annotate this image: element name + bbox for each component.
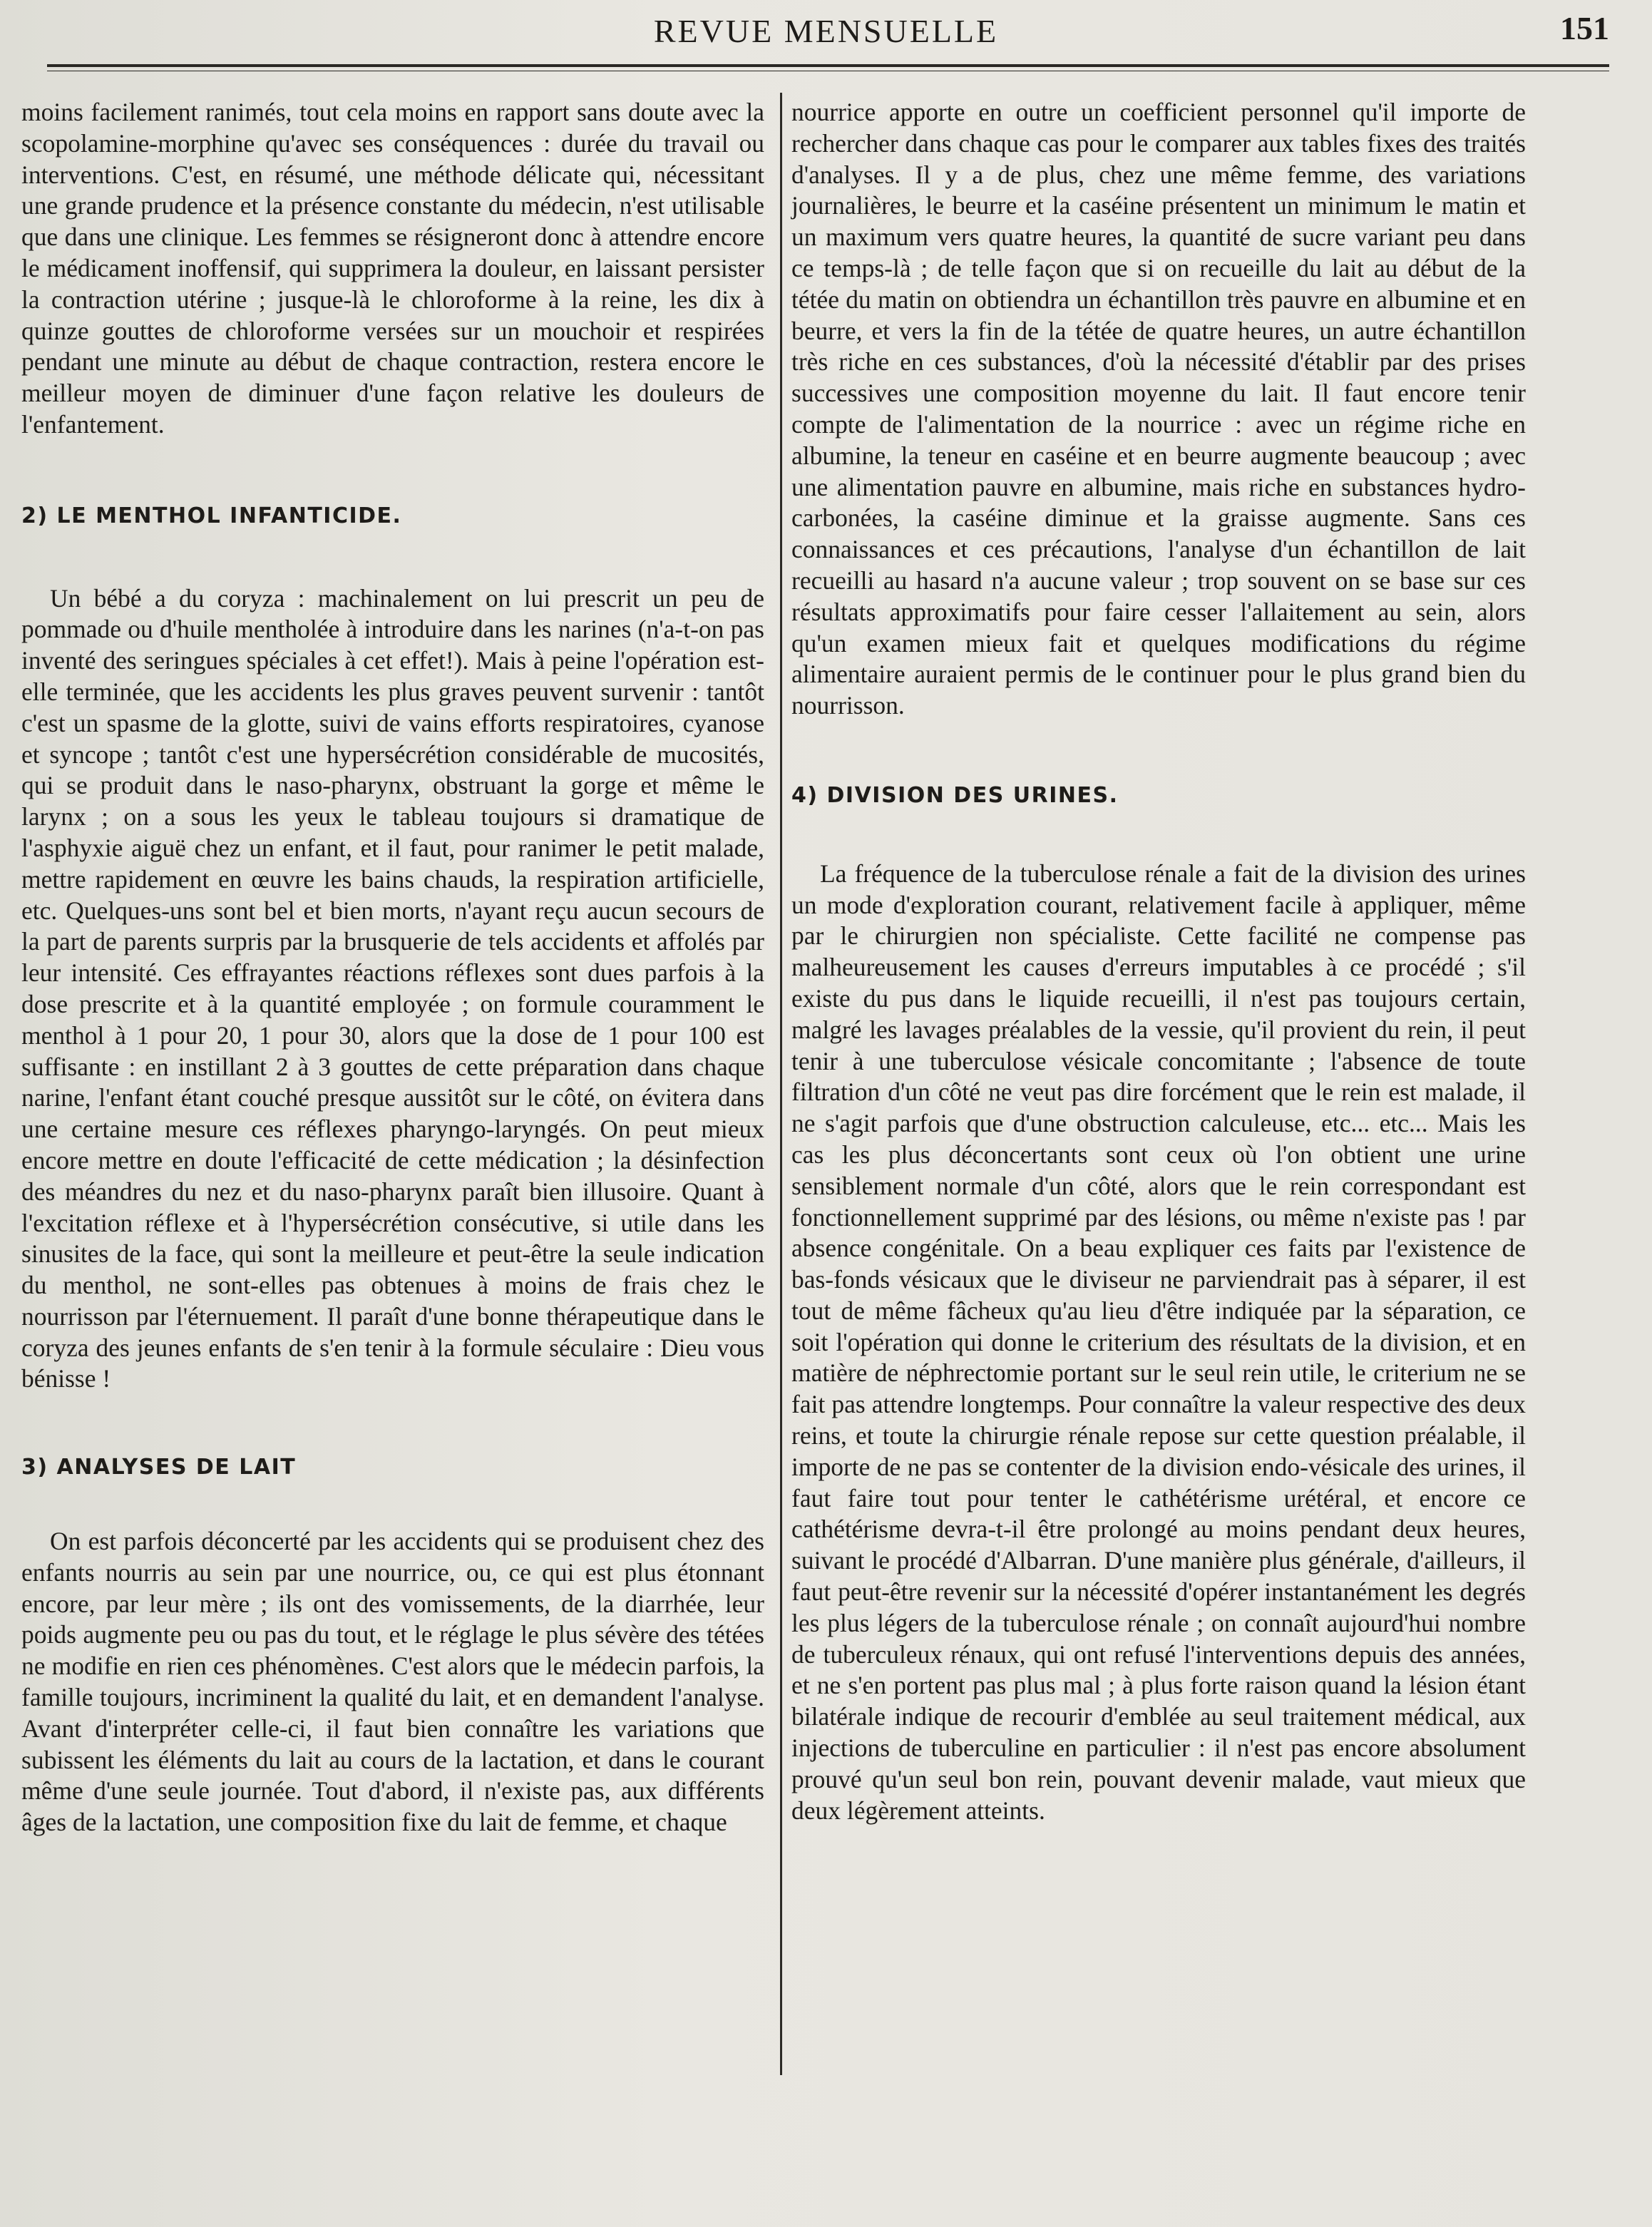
header-rule	[47, 64, 1609, 71]
division-urines-paragraph: La fréquence de la tuberculose rénale a fait de la division des urines un mode d'exploration courant, relativement facile à appliquer, même par le chirurgien non spécialiste. Cette facilité ne compense pas malheureusement les causes d'erreurs imputables à ce procédé ; s'il existe du pus dans le liquide recueilli, il n'est pas toujours certain, malgré les lavages préalables de la vessie, qu'il provient du rein, il peut tenir à une tuberculose vésicale concomitante ; l'absence de toute filtration d'un côté ne veut pas dire forcément que le rein est malade, il ne s'agit parfois que d'une obstruction calculeuse, etc... etc... Mais les cas les plus déconcertants sont ceux où l'on obtient une urine sensiblement normale d'un côté, alors que le rein correspondant est fonctionnellement supprimé par des lésions, ou même n'existe pas ! par absence congénitale. On a beau expliquer ces faits par l'existence de bas-fonds vésicaux que le diviseur ne parviendrait pas à séparer, il est tout de même fâcheux qu'au lieu d'être indiquée par la séparation, ce soit l'opération qui donne le criterium des résultats de la division, et en matière de néphrectomie portant sur le seul rein utile, le criterium ne se fait pas attendre longtemps. Pour connaître la valeur respective des deux reins, et toute la chirurgie rénale repose sur cette question préalable, il importe de ne pas se contenter de la division endo-vésicale des urines, il faut faire tout pour tenter le cathétérisme urétéral, et encore ce cathétérisme devra-t-il être prolongé au moins pendant deux heures, suivant le procédé d'Albarran. D'une manière plus générale, d'ailleurs, il faut peut-être revenir sur la nécessité d'opérer instantanément les degrés les plus légers de la tuberculose rénale ; on connaît aujourd'hui nombre de tuberculeux rénaux, qui ont refusé l'interventions depuis des années, et ne s'en portent pas plus mal ; à plus forte raison quand la lésion étant bilatérale indique de recourir d'emblée au seul traitement médical, aux injections de tuberculine en particulier : il n'est pas encore absolument prouvé qu'un seul bon rein, pouvant devenir malade, vaut mieux que deux légèrement atteints.	[791, 859, 1526, 1825]
menthol-paragraph: Un bébé a du coryza : machinalement on lui prescrit un peu de pommade ou d'huile mentholée à introduire dans les narines (n'a-t-on pas inventé des seringues spéciales à cet effet!). Mais à peine l'opération est-elle terminée, que les accidents les plus graves peuvent survenir : tantôt c'est un spasme de la glotte, suivi de vains efforts respiratoires, cyanose et syncope ; tantôt c'est une hypersécrétion considérable de mucosités, qui se produit dans le naso-pharynx, obstruant la gorge et même le larynx ; on a sous les yeux le tableau toujours si dramatique de l'asphyxie aiguë chez un enfant, et il faut, pour ranimer le petit malade, mettre rapidement en œuvre les bains chauds, la respiration artificielle, etc. Quelques-uns sont bel et bien morts, n'ayant reçu aucun secours de la part de parents surpris par la brusquerie de tels accidents et affolés par leur intensité. Ces effrayantes réactions réflexes sont dues parfois à la dose prescrite et à la quantité employée ; on formule couramment le menthol à 1 pour 20, 1 pour 30, alors que la dose de 1 pour 100 est suffisante : en instillant 2 à 3 gouttes de cette préparation dans chaque narine, l'enfant étant couché presque aussitôt sur le côté, on évitera dans une certaine mesure ces réflexes pharyngo-laryngés. On peut mieux encore mettre en doute l'efficacité de cette médication ; la désinfection des méandres du nez et du naso-pharynx paraît bien illusoire. Quant à l'excitation réflexe et à l'hypersécrétion consécutive, si utile dans les sinusites de la face, qui sont la meilleure et peut-être la seule indication du menthol, ne sont-elles pas obtenues à moins de frais chez le nourrisson par l'éternuement. Il paraît d'une bonne thérapeutique dans le coryza des jeunes enfants de s'en tenir à la formule séculaire : Dieu vous bénisse !	[21, 583, 764, 1393]
intro-paragraph: moins facilement ranimés, tout cela moins en rapport sans doute avec la scopolamine-morphine qu'avec ses conséquences : durée du travail ou interventions. C'est, en résumé, une méthode délicate qui, nécessitant une grande prudence et la présence constante du médecin, n'est utilisable que dans une clinique. Les femmes se résigneront donc à attendre encore le médicament inoffensif, qui supprimera la douleur, en laissant persister la contraction utérine ; jusque-là le chloroforme à la reine, les dix à quinze gouttes de chloroforme versées sur un mouchoir et respirées pendant une minute au début de chaque contraction, restera encore le meilleur moyen de diminuer d'une façon relative les douleurs de l'enfantement.	[21, 98, 764, 439]
section-heading-division-urines: 4) DIVISION DES URINES.	[791, 782, 1119, 808]
running-title: REVUE MENSUELLE	[653, 13, 999, 49]
right-column	[791, 97, 1526, 1826]
analyses-lait-paragraph: On est parfois déconcerté par les accidents qui se produisent chez des enfants nourris au sein par une nourrice, ou, ce qui est plus étonnant encore, par leur mère ; ils ont des vomissements, de la diarrhée, leur poids augmente peu ou pas du tout, et le réglage le plus sévère des tétées ne modifie en rien ces phénomènes. C'est alors que le médecin parfois, la famille toujours, incriminent la qualité du lait, et en demandent l'analyse. Avant d'interpréter celle-ci, il faut bien connaître les variations que subissent les éléments du lait au cours de la lactation, et dans le courant même d'une seule journée. Tout d'abord, il n'existe pas, aux différents âges de la lactation, une composition fixe du lait de femme, et chaque	[21, 1527, 764, 1837]
continuation-paragraph: nourrice apporte en outre un coefficient personnel qu'il importe de rechercher dans chaque cas pour le comparer aux tables fixes des traités d'analyses. Il y a de plus, chez une même femme, des variations journalières, le beurre et la caséine présentent un minimum le matin et un maximum vers quatre heures, la quantité de sucre variant peu dans ce temps-là ; de telle façon que si on recueille du lait au début de la tétée du matin on obtiendra un échantillon très pauvre en albumine et en beurre, et vers la fin de la tétée de quatre heures, un autre échantillon très riche en ces substances, d'où la nécessité d'établir par des prises successives une composition moyenne du lait. Il faut encore tenir compte de l'alimentation de la nourrice : avec un régime riche en albumine, la teneur en caséine et en beurre augmente beaucoup ; avec une alimentation pauvre en albumine, mais riche en substances hydro-carbonées, la caséine diminue et la graisse augmente. Sans ces connaissances et ces précautions, l'analyse d'un échantillon de lait recueilli au hasard n'a aucune valeur ; trop souvent on se base sur ces résultats approximatifs pour faire cesser l'allaitement au sein, alors qu'un examen mieux fait et quelques modifications du régime alimentaire auraient permis de le continuer pour le plus grand bien du nourrisson.	[791, 98, 1526, 720]
column-divider	[780, 93, 782, 2075]
section-heading-analyses-lait: 3) ANALYSES DE LAIT	[21, 1455, 297, 1480]
page-number: 151	[1560, 10, 1609, 46]
section-heading-menthol: 2) LE MENTHOL INFANTICIDE.	[21, 503, 402, 528]
left-column	[21, 97, 764, 1838]
